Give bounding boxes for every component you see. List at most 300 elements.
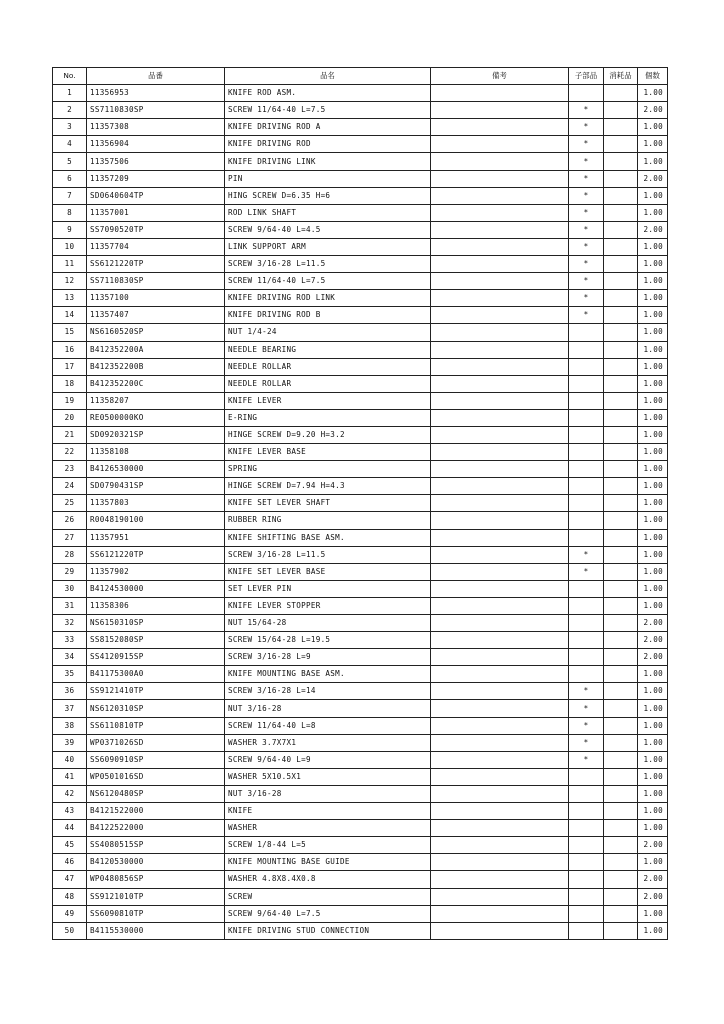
cell-no: 20 — [53, 409, 87, 426]
cell-remarks — [431, 529, 569, 546]
table-row — [53, 580, 668, 597]
cell-remarks — [431, 546, 569, 563]
cell-part-name: SCREW 9/64-40 L=7.5 — [225, 905, 431, 922]
table-row — [53, 102, 668, 119]
cell-part-code: R0048190100 — [87, 512, 225, 529]
cell-consumable — [604, 512, 638, 529]
cell-remarks — [431, 871, 569, 888]
table-row — [53, 649, 668, 666]
cell-part-name: KNIFE DRIVING ROD A — [225, 119, 431, 136]
cell-consumable — [604, 170, 638, 187]
cell-no: 28 — [53, 546, 87, 563]
cell-quantity: 1.00 — [638, 204, 668, 221]
cell-part-name: HINGE SCREW D=7.94 H=4.3 — [225, 478, 431, 495]
cell-no: 23 — [53, 461, 87, 478]
cell-consumable — [604, 717, 638, 734]
header-sub-part: 子部品 — [569, 68, 604, 85]
cell-sub-part — [569, 632, 604, 649]
cell-sub-part: * — [569, 307, 604, 324]
cell-consumable — [604, 888, 638, 905]
cell-remarks — [431, 495, 569, 512]
cell-consumable — [604, 153, 638, 170]
cell-consumable — [604, 85, 638, 102]
cell-sub-part: * — [569, 136, 604, 153]
cell-quantity: 2.00 — [638, 221, 668, 238]
cell-remarks — [431, 666, 569, 683]
cell-part-code: 11357407 — [87, 307, 225, 324]
parts-table-body — [53, 85, 668, 940]
cell-sub-part — [569, 666, 604, 683]
table-row — [53, 615, 668, 632]
cell-no: 40 — [53, 751, 87, 768]
cell-quantity: 1.00 — [638, 734, 668, 751]
cell-no: 39 — [53, 734, 87, 751]
cell-part-code: 11357902 — [87, 563, 225, 580]
cell-part-name: RUBBER RING — [225, 512, 431, 529]
table-row — [53, 273, 668, 290]
cell-quantity: 1.00 — [638, 290, 668, 307]
cell-consumable — [604, 136, 638, 153]
cell-sub-part: * — [569, 734, 604, 751]
cell-quantity: 1.00 — [638, 580, 668, 597]
cell-part-name: KNIFE LEVER BASE — [225, 444, 431, 461]
cell-consumable — [604, 187, 638, 204]
cell-sub-part — [569, 341, 604, 358]
cell-consumable — [604, 700, 638, 717]
cell-quantity: 1.00 — [638, 922, 668, 939]
cell-remarks — [431, 683, 569, 700]
cell-consumable — [604, 102, 638, 119]
cell-quantity: 1.00 — [638, 785, 668, 802]
cell-sub-part — [569, 854, 604, 871]
cell-quantity: 1.00 — [638, 426, 668, 443]
cell-quantity: 1.00 — [638, 324, 668, 341]
cell-quantity: 1.00 — [638, 256, 668, 273]
cell-part-name: ROD LINK SHAFT — [225, 204, 431, 221]
cell-quantity: 1.00 — [638, 307, 668, 324]
cell-part-code: SS6121220TP — [87, 546, 225, 563]
cell-part-name: KNIFE — [225, 803, 431, 820]
cell-no: 17 — [53, 358, 87, 375]
cell-part-name: KNIFE DRIVING STUD CONNECTION — [225, 922, 431, 939]
cell-quantity: 1.00 — [638, 495, 668, 512]
cell-consumable — [604, 580, 638, 597]
cell-part-name: HINGE SCREW D=9.20 H=3.2 — [225, 426, 431, 443]
cell-part-name: NEEDLE BEARING — [225, 341, 431, 358]
cell-part-name: WASHER 5X10.5X1 — [225, 768, 431, 785]
cell-remarks — [431, 238, 569, 255]
table-row — [53, 426, 668, 443]
table-row — [53, 666, 668, 683]
cell-no: 7 — [53, 187, 87, 204]
cell-sub-part — [569, 512, 604, 529]
cell-no: 15 — [53, 324, 87, 341]
cell-part-code: 11357308 — [87, 119, 225, 136]
cell-no: 50 — [53, 922, 87, 939]
cell-part-name: SCREW 3/16-28 L=11.5 — [225, 256, 431, 273]
cell-part-code: SS9121410TP — [87, 683, 225, 700]
cell-sub-part — [569, 461, 604, 478]
cell-part-code: RE0500000KO — [87, 409, 225, 426]
cell-no: 46 — [53, 854, 87, 871]
cell-sub-part — [569, 495, 604, 512]
cell-part-code: 11356904 — [87, 136, 225, 153]
cell-part-code: NS6120310SP — [87, 700, 225, 717]
cell-no: 19 — [53, 392, 87, 409]
cell-consumable — [604, 820, 638, 837]
cell-consumable — [604, 358, 638, 375]
table-row — [53, 717, 668, 734]
cell-sub-part — [569, 85, 604, 102]
table-row — [53, 238, 668, 255]
cell-sub-part: * — [569, 153, 604, 170]
cell-consumable — [604, 666, 638, 683]
cell-consumable — [604, 563, 638, 580]
cell-remarks — [431, 187, 569, 204]
cell-part-code: SS9121010TP — [87, 888, 225, 905]
cell-sub-part: * — [569, 256, 604, 273]
cell-remarks — [431, 478, 569, 495]
table-row — [53, 119, 668, 136]
cell-part-name: SCREW 3/16-28 L=11.5 — [225, 546, 431, 563]
cell-sub-part — [569, 803, 604, 820]
cell-consumable — [604, 444, 638, 461]
cell-sub-part: * — [569, 221, 604, 238]
cell-no: 37 — [53, 700, 87, 717]
cell-quantity: 2.00 — [638, 649, 668, 666]
cell-no: 13 — [53, 290, 87, 307]
cell-sub-part — [569, 529, 604, 546]
cell-quantity: 1.00 — [638, 358, 668, 375]
cell-remarks — [431, 768, 569, 785]
cell-sub-part: * — [569, 204, 604, 221]
cell-remarks — [431, 632, 569, 649]
cell-quantity: 1.00 — [638, 119, 668, 136]
cell-part-name: KNIFE LEVER STOPPER — [225, 597, 431, 614]
cell-quantity: 1.00 — [638, 563, 668, 580]
cell-consumable — [604, 495, 638, 512]
table-row — [53, 888, 668, 905]
cell-consumable — [604, 871, 638, 888]
cell-part-name: KNIFE SET LEVER BASE — [225, 563, 431, 580]
cell-quantity: 2.00 — [638, 615, 668, 632]
cell-sub-part: * — [569, 119, 604, 136]
cell-quantity: 1.00 — [638, 85, 668, 102]
table-row — [53, 136, 668, 153]
cell-sub-part: * — [569, 273, 604, 290]
cell-consumable — [604, 597, 638, 614]
cell-no: 5 — [53, 153, 87, 170]
cell-no: 9 — [53, 221, 87, 238]
table-row — [53, 785, 668, 802]
cell-sub-part — [569, 649, 604, 666]
table-row — [53, 444, 668, 461]
cell-part-name: NEEDLE ROLLAR — [225, 375, 431, 392]
cell-no: 47 — [53, 871, 87, 888]
cell-part-name: SCREW 11/64-40 L=8 — [225, 717, 431, 734]
cell-no: 12 — [53, 273, 87, 290]
cell-remarks — [431, 375, 569, 392]
cell-quantity: 2.00 — [638, 102, 668, 119]
cell-part-name: LINK SUPPORT ARM — [225, 238, 431, 255]
cell-quantity: 1.00 — [638, 803, 668, 820]
cell-part-name: SCREW 11/64-40 L=7.5 — [225, 273, 431, 290]
cell-part-name: SET LEVER PIN — [225, 580, 431, 597]
cell-part-code: 11357704 — [87, 238, 225, 255]
cell-part-code: 11357506 — [87, 153, 225, 170]
cell-no: 8 — [53, 204, 87, 221]
table-row — [53, 922, 668, 939]
cell-no: 2 — [53, 102, 87, 119]
cell-part-name: KNIFE SHIFTING BASE ASM. — [225, 529, 431, 546]
cell-part-code: B412352200B — [87, 358, 225, 375]
cell-consumable — [604, 922, 638, 939]
cell-remarks — [431, 273, 569, 290]
cell-quantity: 1.00 — [638, 768, 668, 785]
cell-sub-part: * — [569, 717, 604, 734]
cell-no: 31 — [53, 597, 87, 614]
cell-part-name: SCREW 9/64-40 L=9 — [225, 751, 431, 768]
cell-consumable — [604, 751, 638, 768]
table-row — [53, 170, 668, 187]
cell-sub-part: * — [569, 683, 604, 700]
cell-no: 45 — [53, 837, 87, 854]
table-row — [53, 803, 668, 820]
cell-sub-part: * — [569, 700, 604, 717]
cell-remarks — [431, 136, 569, 153]
table-row — [53, 700, 668, 717]
cell-part-code: SS7090520TP — [87, 221, 225, 238]
table-row — [53, 529, 668, 546]
cell-no: 32 — [53, 615, 87, 632]
table-row — [53, 512, 668, 529]
cell-quantity: 1.00 — [638, 717, 668, 734]
cell-remarks — [431, 444, 569, 461]
cell-consumable — [604, 307, 638, 324]
cell-consumable — [604, 683, 638, 700]
cell-remarks — [431, 426, 569, 443]
cell-remarks — [431, 409, 569, 426]
cell-no: 42 — [53, 785, 87, 802]
cell-remarks — [431, 341, 569, 358]
cell-consumable — [604, 529, 638, 546]
cell-sub-part — [569, 820, 604, 837]
cell-remarks — [431, 751, 569, 768]
cell-consumable — [604, 426, 638, 443]
cell-quantity: 1.00 — [638, 597, 668, 614]
cell-consumable — [604, 256, 638, 273]
cell-no: 48 — [53, 888, 87, 905]
cell-remarks — [431, 324, 569, 341]
cell-part-name: SCREW 3/16-28 L=14 — [225, 683, 431, 700]
cell-consumable — [604, 290, 638, 307]
cell-remarks — [431, 563, 569, 580]
cell-no: 34 — [53, 649, 87, 666]
header-quantity: 個数 — [638, 68, 668, 85]
table-row — [53, 837, 668, 854]
cell-remarks — [431, 461, 569, 478]
cell-part-code: SS4080515SP — [87, 837, 225, 854]
cell-consumable — [604, 615, 638, 632]
table-row — [53, 324, 668, 341]
cell-quantity: 1.00 — [638, 375, 668, 392]
cell-consumable — [604, 341, 638, 358]
cell-no: 43 — [53, 803, 87, 820]
cell-remarks — [431, 597, 569, 614]
cell-remarks — [431, 820, 569, 837]
cell-quantity: 1.00 — [638, 273, 668, 290]
table-row — [53, 85, 668, 102]
cell-part-code: NS6120480SP — [87, 785, 225, 802]
table-row — [53, 375, 668, 392]
cell-no: 35 — [53, 666, 87, 683]
cell-part-name: KNIFE MOUNTING BASE ASM. — [225, 666, 431, 683]
cell-part-name: HING SCREW D=6.35 H=6 — [225, 187, 431, 204]
cell-quantity: 1.00 — [638, 392, 668, 409]
cell-sub-part — [569, 324, 604, 341]
cell-sub-part — [569, 597, 604, 614]
cell-part-name: KNIFE DRIVING ROD LINK — [225, 290, 431, 307]
cell-sub-part: * — [569, 238, 604, 255]
table-row — [53, 820, 668, 837]
cell-quantity: 1.00 — [638, 341, 668, 358]
cell-part-name: KNIFE ROD ASM. — [225, 85, 431, 102]
table-row — [53, 409, 668, 426]
table-row — [53, 751, 668, 768]
table-row — [53, 204, 668, 221]
cell-remarks — [431, 615, 569, 632]
cell-part-code: B4121522000 — [87, 803, 225, 820]
cell-quantity: 2.00 — [638, 170, 668, 187]
cell-sub-part — [569, 358, 604, 375]
table-row — [53, 461, 668, 478]
cell-sub-part — [569, 426, 604, 443]
cell-sub-part: * — [569, 751, 604, 768]
cell-quantity: 1.00 — [638, 153, 668, 170]
cell-remarks — [431, 649, 569, 666]
cell-sub-part — [569, 392, 604, 409]
cell-no: 4 — [53, 136, 87, 153]
cell-part-code: NS6160520SP — [87, 324, 225, 341]
cell-no: 36 — [53, 683, 87, 700]
cell-quantity: 1.00 — [638, 854, 668, 871]
cell-part-code: 11357100 — [87, 290, 225, 307]
cell-part-code: 11358207 — [87, 392, 225, 409]
header-consumable: 消耗品 — [604, 68, 638, 85]
cell-part-code: 11358108 — [87, 444, 225, 461]
cell-part-name: NUT 3/16-28 — [225, 700, 431, 717]
cell-part-code: 11358306 — [87, 597, 225, 614]
cell-consumable — [604, 803, 638, 820]
cell-no: 49 — [53, 905, 87, 922]
cell-remarks — [431, 119, 569, 136]
cell-remarks — [431, 85, 569, 102]
cell-remarks — [431, 358, 569, 375]
cell-no: 16 — [53, 341, 87, 358]
cell-no: 44 — [53, 820, 87, 837]
cell-part-name: WASHER 3.7X7X1 — [225, 734, 431, 751]
header-part-code: 品番 — [87, 68, 225, 85]
table-row — [53, 221, 668, 238]
table-row — [53, 341, 668, 358]
cell-no: 18 — [53, 375, 87, 392]
cell-no: 22 — [53, 444, 87, 461]
cell-part-code: SD0920321SP — [87, 426, 225, 443]
cell-part-name: SCREW 11/64-40 L=7.5 — [225, 102, 431, 119]
cell-quantity: 1.00 — [638, 905, 668, 922]
cell-no: 27 — [53, 529, 87, 546]
cell-consumable — [604, 204, 638, 221]
cell-part-name: KNIFE MOUNTING BASE GUIDE — [225, 854, 431, 871]
cell-consumable — [604, 734, 638, 751]
cell-part-code: SS8152080SP — [87, 632, 225, 649]
cell-consumable — [604, 785, 638, 802]
table-row — [53, 632, 668, 649]
header-part-name: 品名 — [225, 68, 431, 85]
cell-part-code: WP0501016SD — [87, 768, 225, 785]
cell-part-code: SS6110810TP — [87, 717, 225, 734]
cell-consumable — [604, 119, 638, 136]
cell-quantity: 1.00 — [638, 546, 668, 563]
cell-remarks — [431, 905, 569, 922]
cell-part-name: SPRING — [225, 461, 431, 478]
cell-no: 30 — [53, 580, 87, 597]
cell-consumable — [604, 905, 638, 922]
cell-sub-part — [569, 444, 604, 461]
cell-remarks — [431, 837, 569, 854]
cell-consumable — [604, 392, 638, 409]
cell-part-name: KNIFE DRIVING LINK — [225, 153, 431, 170]
table-row — [53, 546, 668, 563]
cell-part-code: B4115530000 — [87, 922, 225, 939]
cell-remarks — [431, 580, 569, 597]
table-row — [53, 290, 668, 307]
cell-sub-part — [569, 768, 604, 785]
cell-quantity: 2.00 — [638, 837, 668, 854]
cell-remarks — [431, 717, 569, 734]
cell-part-code: SD0640604TP — [87, 187, 225, 204]
table-row — [53, 597, 668, 614]
cell-no: 6 — [53, 170, 87, 187]
cell-quantity: 1.00 — [638, 409, 668, 426]
cell-remarks — [431, 392, 569, 409]
cell-remarks — [431, 307, 569, 324]
cell-sub-part: * — [569, 563, 604, 580]
cell-part-code: 11357951 — [87, 529, 225, 546]
header-remarks: 備考 — [431, 68, 569, 85]
cell-consumable — [604, 546, 638, 563]
cell-part-code: NS6150310SP — [87, 615, 225, 632]
cell-sub-part: * — [569, 546, 604, 563]
cell-quantity: 2.00 — [638, 632, 668, 649]
cell-sub-part — [569, 375, 604, 392]
table-row — [53, 495, 668, 512]
cell-part-name: KNIFE SET LEVER SHAFT — [225, 495, 431, 512]
table-row — [53, 478, 668, 495]
cell-quantity: 1.00 — [638, 666, 668, 683]
cell-part-code: B412352200A — [87, 341, 225, 358]
cell-quantity: 1.00 — [638, 187, 668, 204]
cell-consumable — [604, 324, 638, 341]
cell-quantity: 2.00 — [638, 888, 668, 905]
cell-consumable — [604, 375, 638, 392]
table-row — [53, 854, 668, 871]
cell-no: 11 — [53, 256, 87, 273]
cell-part-name: SCREW 1/8-44 L=5 — [225, 837, 431, 854]
cell-no: 10 — [53, 238, 87, 255]
header-no: No. — [53, 68, 87, 85]
cell-no: 21 — [53, 426, 87, 443]
